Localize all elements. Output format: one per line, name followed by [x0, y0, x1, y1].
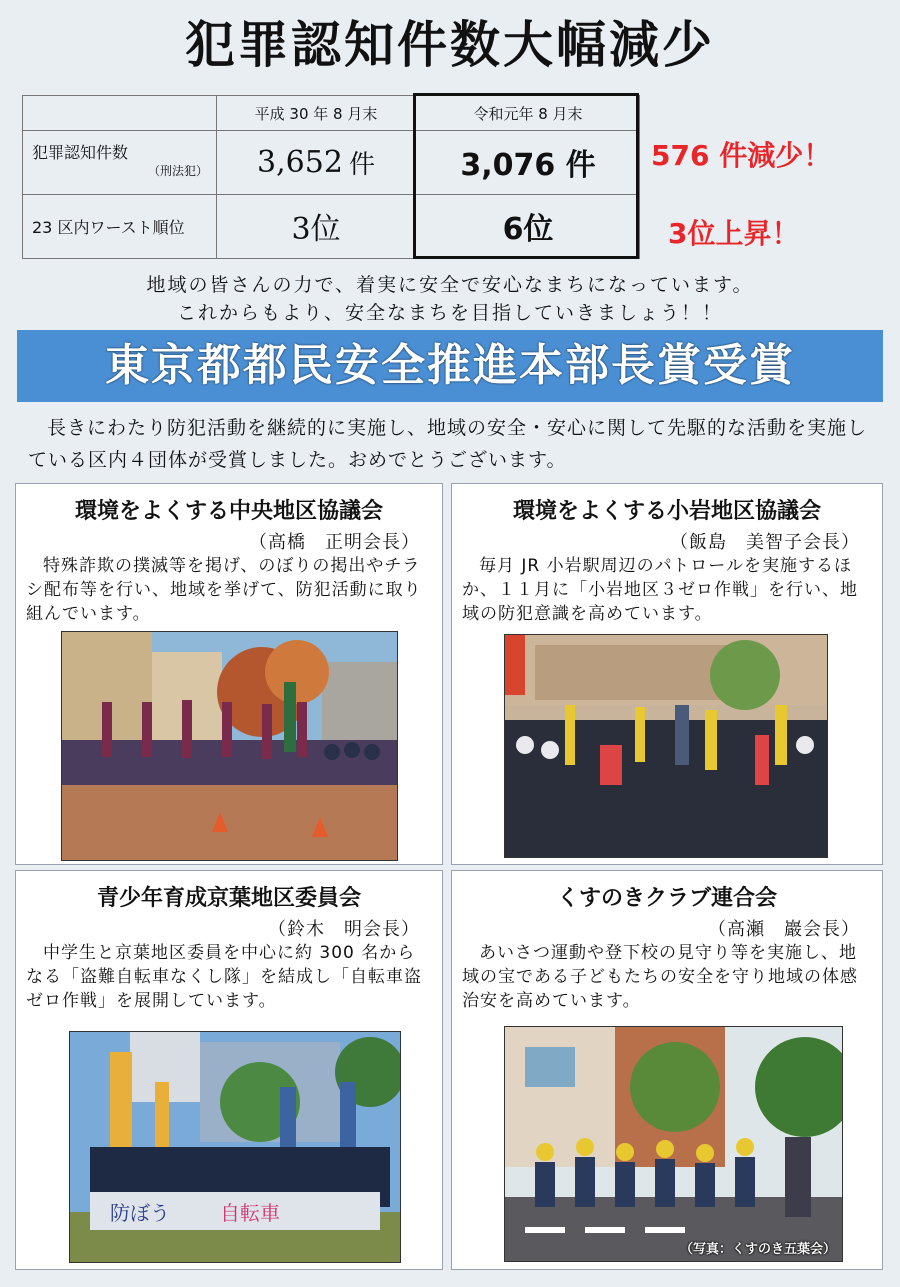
group-title: 青少年育成京葉地区委員会 [96, 886, 361, 911]
crime-count-prev [216, 130, 416, 194]
row-label-text: 犯罪認知件数 [32, 143, 129, 162]
photo-caption: （写真：くすのき五葉会） [679, 1242, 836, 1257]
group-chair: （高橋 正明会長） [249, 532, 420, 553]
message-line-2: これからもより、安全なまちを目指していきましょう！！ [176, 302, 723, 324]
svg-text:自転車: 自転車 [220, 1201, 280, 1225]
group-card-kusunoki [451, 870, 883, 1270]
group-chair: （高瀬 巖会長） [708, 919, 860, 940]
decrease-result: 576 件減少！ [651, 139, 832, 172]
column-header-prev: 平成 30 年 8 月末 [254, 104, 378, 123]
ranking-prev: 3位 [291, 212, 341, 247]
group-photo [504, 634, 828, 858]
group-card-koiwa [451, 483, 883, 865]
group-title: 環境をよくする小岩地区協議会 [512, 499, 821, 524]
row-label-ranking: 23 区内ワースト順位 [32, 217, 185, 237]
group-chair: （飯島 美智子会長） [670, 532, 860, 553]
group-photo [504, 1026, 843, 1262]
crime-stats-table [22, 95, 640, 259]
row-note: （刑法犯） [147, 164, 208, 178]
svg-text:防ぼう: 防ぼう [110, 1201, 170, 1225]
award-intro [28, 412, 878, 476]
column-header-current: 令和元年 8 月末 [473, 104, 583, 123]
group-description: 中学生と京葉地区委員を中心に約 300 名からなる「盗難自転車なくし隊」を結成し「自転車盗ゼロ作戦」を展開しています。 [26, 943, 422, 1011]
group-title: 環境をよくする中央地区協議会 [74, 499, 383, 524]
award-banner: 東京都都民安全推進本部長賞受賞 [17, 330, 883, 402]
message-line-1: 地域の皆さんの力で、着実に安全で安心なまちになっています。 [146, 274, 754, 296]
group-description: 毎月 JR 小岩駅周辺のパトロールを実施するほか、１１月に「小岩地区３ゼロ作戦」を行い、地域の防犯意識を高めています。 [462, 556, 858, 624]
group-photo [61, 631, 398, 861]
award-intro-text: 長きにわたり防犯活動を継続的に実施し、地域の安全・安心に関して先駆的な活動を実施している区内４団体が受賞しました。おめでとうございます。 [28, 417, 868, 471]
row-label-crime-count [22, 130, 216, 194]
ranking-current: 6位 [502, 212, 554, 247]
rank-result: 3位上昇！ [668, 217, 800, 250]
group-chair: （鈴木 明会長） [268, 919, 420, 940]
group-description: 特殊詐欺の撲滅等を掲げ、のぼりの掲出やチラシ配布等を行い、地域を挙げて、防犯活動に取り組んでいます。 [26, 556, 422, 624]
group-card-keiyo [15, 870, 443, 1270]
group-card-chuo [15, 483, 443, 865]
group-photo [69, 1031, 401, 1263]
crime-count-prev-unit: 件 [348, 149, 375, 180]
crime-count-current: 3,076 件 [460, 148, 596, 183]
crime-count-prev-value: 3,652 [257, 144, 343, 180]
page-title: 犯罪認知件数大幅減少 [185, 16, 715, 74]
group-description: あいさつ運動や登下校の見守り等を実施し、地域の宝である子どもたちの安全を守り地域の体感治安を高めています。 [462, 943, 858, 1011]
group-title: くすのきクラブ連合会 [556, 886, 777, 911]
